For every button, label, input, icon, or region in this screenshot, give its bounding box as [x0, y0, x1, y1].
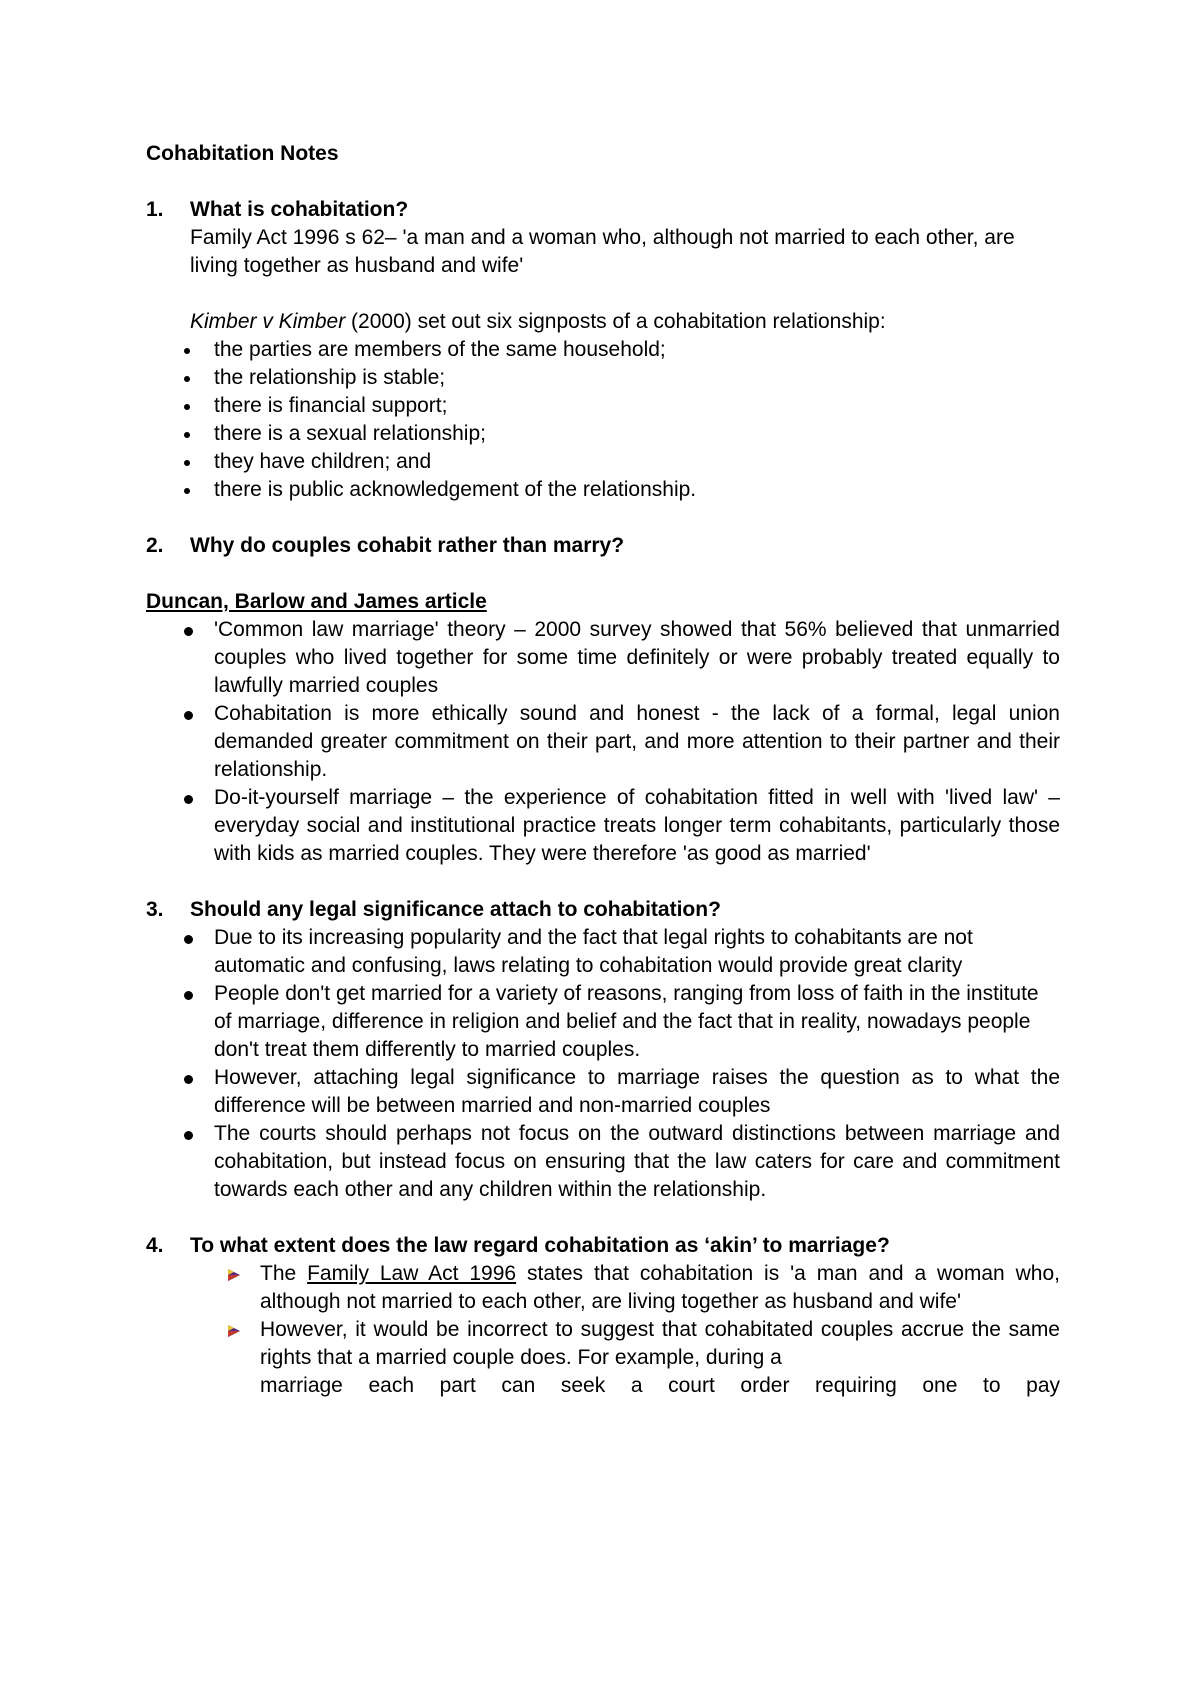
list-item: The courts should perhaps not focus on the outward distinctions between marriage and cohabitation, but instead focus on ensuring that the law caters for care and commitment towards each other and any children within the relationship.: [184, 1120, 1060, 1204]
signpost-list: [146, 336, 1060, 504]
case-description: (2000) set out six signposts of a cohabitation relationship:: [345, 310, 886, 333]
section-question: To what extent does the law regard cohabitation as ‘akin’ to marriage?: [190, 1234, 890, 1257]
section-1-heading: [146, 196, 1060, 224]
article-points: [146, 616, 1060, 868]
section-2-heading: [146, 532, 1060, 560]
list-item: Cohabitation is more ethically sound and honest - the lack of a formal, legal union demanded greater commitment on their part, and more attention to their partner and their relationship.: [184, 700, 1060, 784]
article-heading: Duncan, Barlow and James article: [146, 590, 487, 613]
section-question: What is cohabitation?: [190, 198, 409, 221]
arrow-bullet-icon: [226, 1316, 260, 1344]
round-dot-icon: [184, 980, 214, 1008]
small-dot-icon: [184, 336, 214, 364]
small-dot-icon: [184, 420, 214, 448]
section-question: Should any legal significance attach to cohabitation?: [190, 898, 721, 921]
case-intro: [190, 308, 1060, 336]
list-item: there is public acknowledgement of the relationship.: [184, 476, 1060, 504]
section-4: [146, 1232, 1060, 1400]
list-item: Due to its increasing popularity and the fact that legal rights to cohabitants are not automatic and confusing, laws relating to cohabitation would provide great clarity: [184, 924, 1060, 980]
list-item: 'Common law marriage' theory – 2000 survey showed that 56% believed that unmarried couples who lived together for some time definitely or were probably treated equally to lawfully married couples: [184, 616, 1060, 700]
small-dot-icon: [184, 448, 214, 476]
section-number: 3.: [146, 898, 164, 921]
akin-points: [146, 1260, 1060, 1400]
small-dot-icon: [184, 476, 214, 504]
document-title: Cohabitation Notes: [146, 142, 339, 165]
small-dot-icon: [184, 392, 214, 420]
round-dot-icon: [184, 1064, 214, 1092]
section-number: 4.: [146, 1234, 164, 1257]
list-item: People don't get married for a variety of reasons, ranging from loss of faith in the institute of marriage, difference in religion and belief and the fact that in reality, nowadays people don't treat them differently to married couples.: [184, 980, 1060, 1064]
section-4-heading: [146, 1232, 1060, 1260]
list-item: However, it would be incorrect to suggest that cohabitated couples accrue the same rights that a married couple does. For example, during a marriage each part can seek a court order requiring one to pay: [226, 1316, 1060, 1400]
section-question: Why do couples cohabit rather than marry?: [190, 534, 625, 557]
document-body: [146, 140, 1060, 1428]
round-dot-icon: [184, 700, 214, 728]
section-number: 2.: [146, 534, 164, 557]
round-dot-icon: [184, 1120, 214, 1148]
list-item: Do-it-yourself marriage – the experience of cohabitation fitted in well with 'lived law' – everyday social and institutional practice treats longer term cohabitants, particularly those with kids as married couples. They were therefore 'as good as married': [184, 784, 1060, 868]
round-dot-icon: [184, 616, 214, 644]
act-reference: Family Law Act 1996: [307, 1262, 517, 1285]
small-dot-icon: [184, 364, 214, 392]
list-item: The Family Law Act 1996 states that cohabitation is 'a man and a woman who, although not married to each other, are living together as husband and wife': [226, 1260, 1060, 1316]
list-item: there is financial support;: [184, 392, 1060, 420]
list-item: there is a sexual relationship;: [184, 420, 1060, 448]
list-item: the relationship is stable;: [184, 364, 1060, 392]
arrow-bullet-icon: [226, 1260, 260, 1288]
list-item: they have children; and: [184, 448, 1060, 476]
section-1: [146, 196, 1060, 504]
section-3: [146, 896, 1060, 1204]
round-dot-icon: [184, 784, 214, 812]
list-item: However, attaching legal significance to marriage raises the question as to what the difference will be between married and non-married couples: [184, 1064, 1060, 1120]
section-number: 1.: [146, 198, 164, 221]
section-3-heading: [146, 896, 1060, 924]
definition-text: Family Act 1996 s 62– 'a man and a woman who, although not married to each other, are living together as husband and wife': [190, 226, 1015, 277]
section-2: [146, 532, 1060, 868]
significance-points: [146, 924, 1060, 1204]
round-dot-icon: [184, 924, 214, 952]
list-item: the parties are members of the same household;: [184, 336, 1060, 364]
case-name: Kimber v Kimber: [190, 310, 346, 333]
